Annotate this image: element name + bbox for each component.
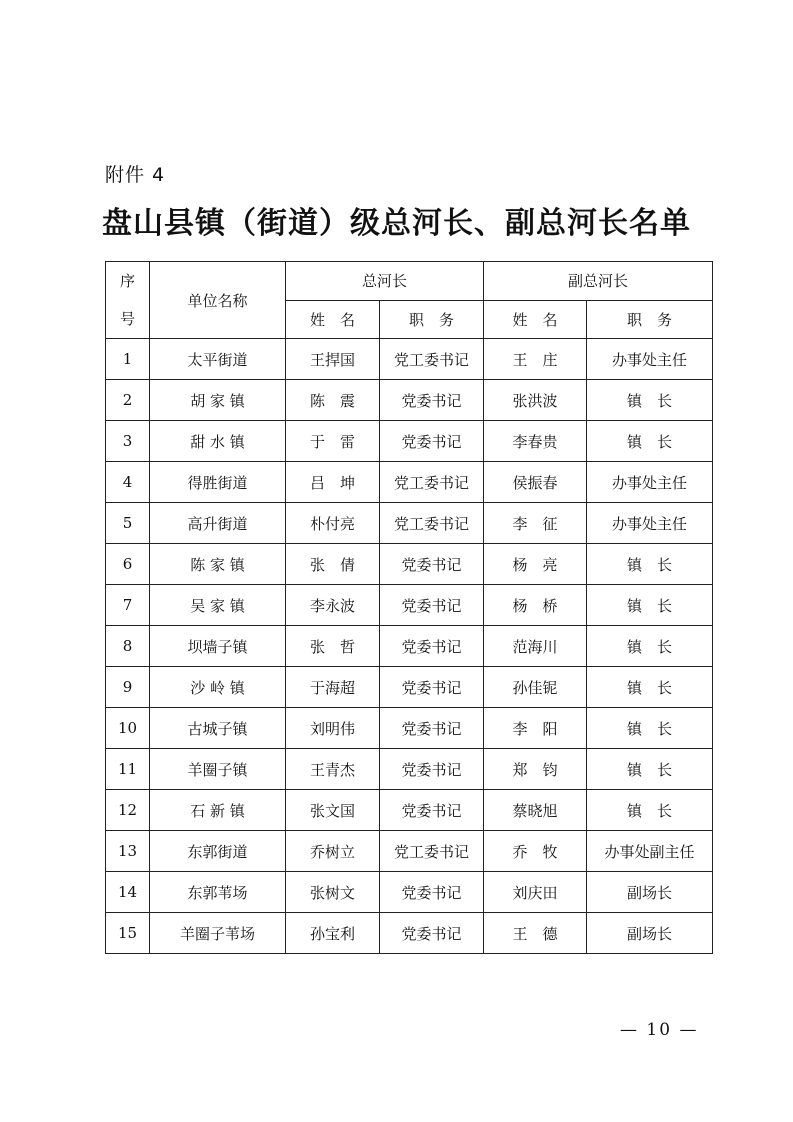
deputy-post: 镇 长 (587, 749, 713, 790)
chief-post: 党委书记 (380, 421, 484, 462)
chief-post: 党工委书记 (380, 503, 484, 544)
chief-post: 党委书记 (380, 544, 484, 585)
chief-post: 党委书记 (380, 872, 484, 913)
chief-name: 吕 坤 (286, 462, 380, 503)
deputy-post: 镇 长 (587, 708, 713, 749)
unit-name: 甜 水 镇 (150, 421, 286, 462)
deputy-name: 范海川 (484, 626, 587, 667)
deputy-post: 副场长 (587, 872, 713, 913)
chief-name: 张 哲 (286, 626, 380, 667)
table-row (106, 339, 713, 380)
chief-name: 于海超 (286, 667, 380, 708)
table-body (106, 339, 713, 954)
row-number: 4 (106, 462, 150, 503)
table-row (106, 708, 713, 749)
chief-name: 王青杰 (286, 749, 380, 790)
table-row (106, 831, 713, 872)
row-number: 12 (106, 790, 150, 831)
unit-name: 东郭苇场 (150, 872, 286, 913)
unit-name: 羊圈子苇场 (150, 913, 286, 954)
deputy-post: 副场长 (587, 913, 713, 954)
chief-name: 陈 震 (286, 380, 380, 421)
unit-name: 胡 家 镇 (150, 380, 286, 421)
table-row (106, 544, 713, 585)
chief-post: 党委书记 (380, 913, 484, 954)
deputy-name: 李 征 (484, 503, 587, 544)
chief-post: 党委书记 (380, 790, 484, 831)
row-number: 1 (106, 339, 150, 380)
unit-name: 高升街道 (150, 503, 286, 544)
unit-name: 古城子镇 (150, 708, 286, 749)
deputy-post-header: 职 务 (587, 300, 713, 339)
table-row (106, 749, 713, 790)
row-number: 8 (106, 626, 150, 667)
deputy-post: 办事处副主任 (587, 831, 713, 872)
chief-name: 朴付亮 (286, 503, 380, 544)
chief-name: 孙宝利 (286, 913, 380, 954)
chief-post: 党工委书记 (380, 462, 484, 503)
chief-post: 党工委书记 (380, 831, 484, 872)
document-title: 盘山县镇（街道）级总河长、副总河长名单 (102, 206, 691, 241)
deputy-post: 办事处主任 (587, 503, 713, 544)
unit-name: 羊圈子镇 (150, 749, 286, 790)
deputy-name: 杨 亮 (484, 544, 587, 585)
table-row (106, 626, 713, 667)
deputy-post: 镇 长 (587, 544, 713, 585)
page-number: — 10 — (620, 1020, 699, 1040)
deputy-name: 李春贵 (484, 421, 587, 462)
chief-name: 王捍国 (286, 339, 380, 380)
seq-header-bottom: 号 (119, 310, 135, 328)
chief-name-header: 姓 名 (286, 300, 380, 339)
deputy-post: 镇 长 (587, 380, 713, 421)
unit-name: 陈 家 镇 (150, 544, 286, 585)
deputy-name: 李 阳 (484, 708, 587, 749)
header-row-top (106, 262, 713, 301)
table-row (106, 872, 713, 913)
deputy-name: 杨 桥 (484, 585, 587, 626)
chief-post: 党工委书记 (380, 339, 484, 380)
row-number: 7 (106, 585, 150, 626)
table-row (106, 790, 713, 831)
table-row (106, 913, 713, 954)
row-number: 15 (106, 913, 150, 954)
deputy-name: 孙佳铌 (484, 667, 587, 708)
table-row (106, 585, 713, 626)
deputy-name: 郑 钧 (484, 749, 587, 790)
chief-post: 党委书记 (380, 667, 484, 708)
deputy-name: 刘庆田 (484, 872, 587, 913)
deputy-name: 张洪波 (484, 380, 587, 421)
deputy-post: 镇 长 (587, 790, 713, 831)
chief-post: 党委书记 (380, 626, 484, 667)
deputy-post: 镇 长 (587, 667, 713, 708)
row-number: 13 (106, 831, 150, 872)
chief-name: 刘明伟 (286, 708, 380, 749)
table-row (106, 503, 713, 544)
chief-post: 党委书记 (380, 708, 484, 749)
unit-name: 坝墙子镇 (150, 626, 286, 667)
chief-post: 党委书记 (380, 749, 484, 790)
row-number: 11 (106, 749, 150, 790)
chief-name: 张 倩 (286, 544, 380, 585)
unit-header: 单位名称 (150, 262, 286, 339)
deputy-name-header: 姓 名 (484, 300, 587, 339)
row-number: 5 (106, 503, 150, 544)
deputy-post: 镇 长 (587, 626, 713, 667)
deputy-name: 侯振春 (484, 462, 587, 503)
unit-name: 太平街道 (150, 339, 286, 380)
deputy-post: 镇 长 (587, 585, 713, 626)
table-row (106, 421, 713, 462)
river-chief-table (105, 261, 713, 954)
row-number: 9 (106, 667, 150, 708)
chief-name: 乔树立 (286, 831, 380, 872)
deputy-name: 王 庄 (484, 339, 587, 380)
seq-header (106, 262, 150, 339)
chief-post-header: 职 务 (380, 300, 484, 339)
table-row (106, 667, 713, 708)
row-number: 2 (106, 380, 150, 421)
chief-name: 李永波 (286, 585, 380, 626)
chief-post: 党委书记 (380, 585, 484, 626)
deputy-name: 蔡晓旭 (484, 790, 587, 831)
seq-header-top: 序 (119, 272, 135, 290)
deputy-post: 办事处主任 (587, 339, 713, 380)
table-row (106, 462, 713, 503)
row-number: 10 (106, 708, 150, 749)
chief-name: 张文国 (286, 790, 380, 831)
row-number: 6 (106, 544, 150, 585)
deputy-name: 王 德 (484, 913, 587, 954)
unit-name: 得胜街道 (150, 462, 286, 503)
unit-name: 东郭街道 (150, 831, 286, 872)
deputy-name: 乔 牧 (484, 831, 587, 872)
row-number: 14 (106, 872, 150, 913)
chief-post: 党委书记 (380, 380, 484, 421)
chief-header: 总河长 (286, 262, 484, 301)
deputy-post: 镇 长 (587, 421, 713, 462)
table-row (106, 380, 713, 421)
chief-name: 于 雷 (286, 421, 380, 462)
deputy-post: 办事处主任 (587, 462, 713, 503)
attachment-label: 附件 4 (105, 164, 166, 186)
chief-name: 张树文 (286, 872, 380, 913)
unit-name: 吴 家 镇 (150, 585, 286, 626)
deputy-header: 副总河长 (484, 262, 713, 301)
unit-name: 沙 岭 镇 (150, 667, 286, 708)
unit-name: 石 新 镇 (150, 790, 286, 831)
row-number: 3 (106, 421, 150, 462)
